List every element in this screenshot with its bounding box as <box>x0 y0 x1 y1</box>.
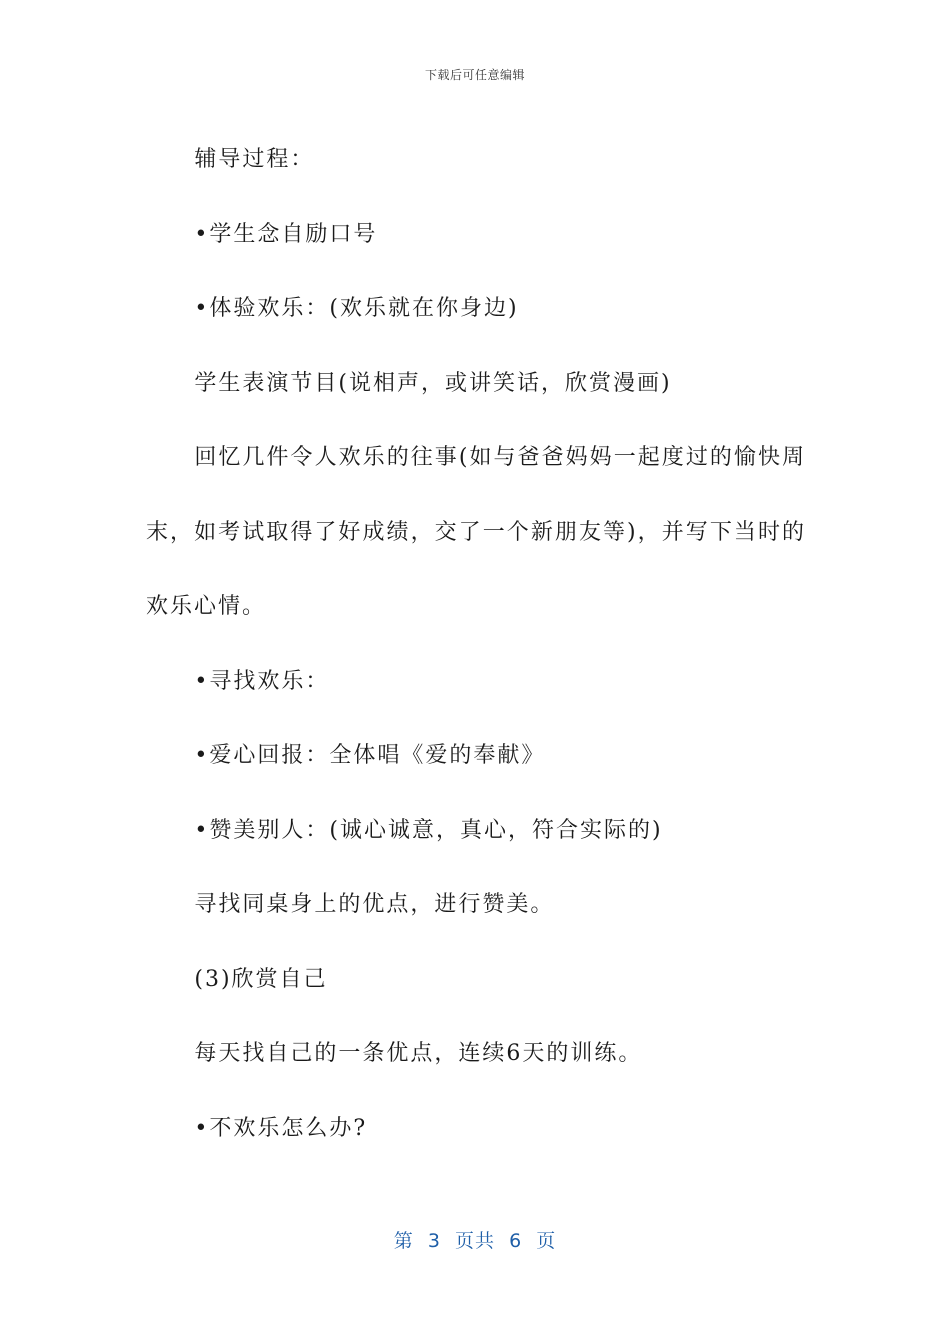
paragraph-praise-others: •赞美别人：(诚心诚意，真心，符合实际的) <box>194 817 663 843</box>
paragraph-daily-training: 每天找自己的一条优点，连续6天的训练。 <box>194 1041 643 1066</box>
paragraph-find-joy: •寻找欢乐： <box>194 668 330 694</box>
paragraph-guidance-process: 辅导过程： <box>194 147 315 172</box>
paragraph-slogan: •学生念自励口号 <box>194 221 378 247</box>
paragraph-student-performance: 学生表演节目(说相声，或讲笑话，欣赏漫画) <box>194 370 672 396</box>
body-text <box>146 123 806 1166</box>
header-note: 下载后可任意编辑 <box>424 68 525 82</box>
paragraph-praise-deskmate: 寻找同桌身上的优点，进行赞美。 <box>194 892 555 917</box>
paragraph-unhappy-question: •不欢乐怎么办? <box>194 1115 368 1141</box>
paragraph-appreciate-self: (3)欣赏自己 <box>194 966 328 992</box>
paragraph-experience-joy: •体验欢乐：(欢乐就在你身边) <box>194 296 519 321</box>
page-number-footer: 第 3 页共 6 页 <box>393 1230 557 1252</box>
paragraph-love-return: •爱心回报：全体唱《爱的奉献》 <box>194 743 546 768</box>
paragraph-recall-memories: 回忆几件令人欢乐的往事(如与爸爸妈妈一起度过的愉快周末，如考试取得了好成绩，交了一个新朋友等)，并写下当时的欢乐心情。 <box>146 445 806 619</box>
